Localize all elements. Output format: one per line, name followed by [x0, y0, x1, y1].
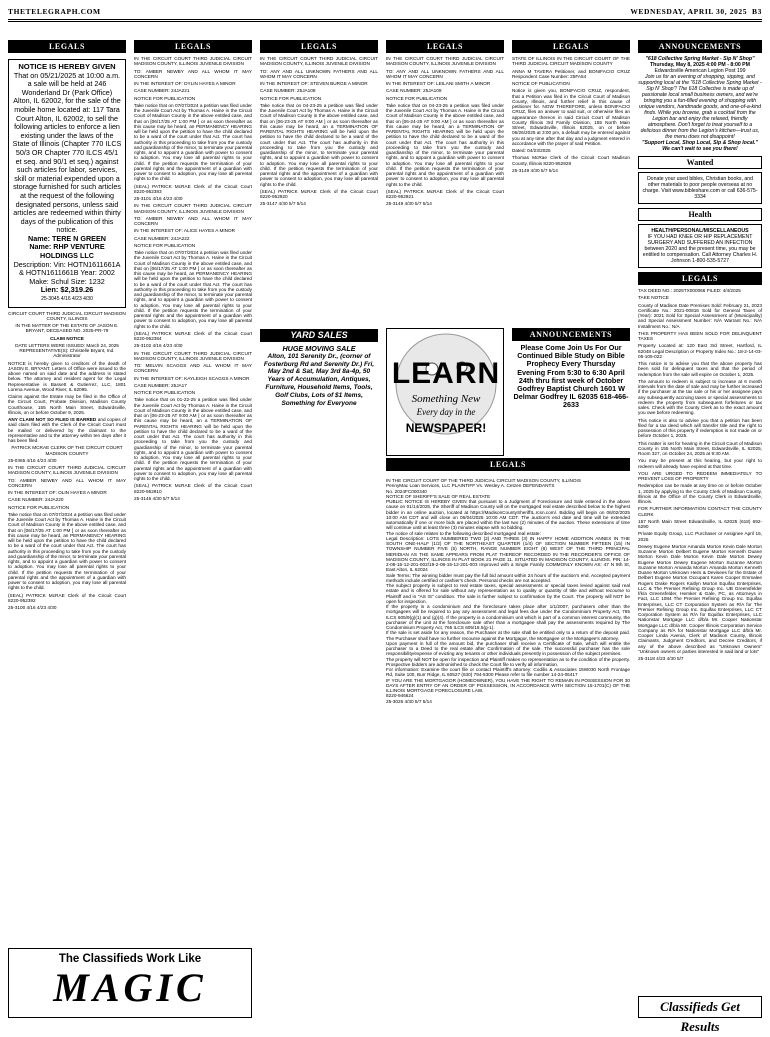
learn-line-3: NEWSPAPER!	[405, 421, 487, 435]
parties: PennyMac Loan Services, LLC PLAINTIFF Vs. Wesley A. Cetzen DEFENDANTS	[386, 483, 555, 489]
notice-body: The property will NOT be open for inspection and Plaintiff makes no representation as to the condition of the property. Prospective bidders are admonished to check the Court file to verify all information.	[386, 656, 630, 667]
court-heading: IN THE CIRCUIT COURT THIRD JUDICIAL CIRCUIT MADISON COUNTY, ILLINOIS JUVENILE DIVISION	[134, 203, 252, 214]
court-heading: STATE OF ILLINOIS IN THE CIRCUIT COURT OF THE THIRD JUDICIAL CIRCUIT MADISON COUNTY	[512, 56, 630, 67]
case-number: No. 2024FC000340	[386, 488, 427, 494]
issue-date: WEDNESDAY, APRIL 30, 2025 B3	[630, 7, 762, 16]
notice-body: Take notice that on 04-23-25 a petition was filed under the Juvenile Court Act by Thomas A. Haine in the Circuit Court of Madison County in the above entitled case, and that on [06-24-25 AT 9:00 AM ] or as soon thereafter as this cause may be heard, an a TERMINATION OF PARENTAL RIGHTS HEARING will be held upon the petition to have the child declared to be a ward of the court under that Act. The court has authority in this proceeding to take from you the custody and guardianship of the minor, to terminate your parental rights, and to appoint a guardian with power to consent to adoption. You may lose all parental rights to your child. If the petition requests the termination of your parental rights and the appointment of a guardian with power to consent to adoption, you may lose all parental rights to the child.	[386, 102, 504, 187]
tax-deed-number: TAX DEED NO.: 2025TX000066 FILED: 4/4/2025	[638, 288, 741, 293]
claim-notice-title: CLAIM NOTICE	[50, 335, 84, 341]
court-heading: IN THE CIRCUIT COURT THIRD JUDICIAL CIRCUIT MADISON COUNTY, ILLINOIS JUVENILE DIVISION	[8, 465, 126, 476]
health-body: IF YOU HAD KNEE OR HIP REPLACEMENT SURGERY AND SUFFERED AN INFECTION between 2020 and the present time, you may be entitled to compensation. Call Attorney Charles H. Johnson 1-800-535-5727	[642, 234, 758, 264]
claim-dates: DATE LETTERS WERE ISSUED: March 24, 2025 REPRESENTATIVE(S): Christelle Bryant, Ind. Administrator	[15, 342, 119, 359]
mortgagor-rights: IF YOU ARE THE MORTGAGOR (HOMEOWNER), YOU HAVE THE RIGHT TO REMAIN IN POSSESSION FOR 30 DAYS AFTER ENTRY OF AN ORDER OF POSSESSION, IN ACCORDANCE WITH SECTION 15-1701(C) OF THE ILLINOIS MORTGAGE FORECLOSURE LAW.	[386, 677, 630, 693]
notice-body: The subject property is subject to real estate taxes, special assessments or special taxes levied against said real estate and is offered for sale without any representation as to quality or quantity of title and without recourse to Plaintiff and in "AS IS" condition. The sale is further subject to confirmation by the Court. The property will NOT be open for inspection.	[386, 583, 630, 604]
notice-body: This notice is to advise you that the above property has been sold for delinquent taxes and that the period of redemption from the sale will expire on October 1, 2025.	[638, 361, 762, 377]
notice-body: PUBLIC NOTICE IS HEREBY GIVEN that pursuant to a Judgment of Foreclosure and Sale entered in the above cause on 01/14/2025, the Sheriff of Madison County will on the mortgaged real estate described below to the highest bidder in an online auction, located at https://MadisonCountySheriffIL.rcsn.com/. Bidding will begin on 06/02/2025 10:00 AM CDT and will close on 06/04/2025 10:00 AM CDT. The auction's end date and time will be extended automatically if one or more bids are placed within the last two (2) minutes of the auction. These extensions of time will continue until at least three (3) minutes elapse with no bidding.	[386, 499, 630, 531]
notice-interest: IN THE INTEREST OF: ALICE HAYES A MINOR	[134, 228, 236, 234]
notice-interest: IN THE INTEREST OF: STEVEN BURGE A MINOR	[260, 81, 368, 86]
bible-donation-ad: Donate your used bibles, Christian books, and other materials to poor people overseas at no charge. Visit www.bibleshare.com or call 636-575-3334	[638, 172, 762, 204]
run-dates: 25-3147 4/30 5/7 5/14	[260, 201, 306, 207]
reference-number: 8220-946624	[386, 693, 414, 699]
market-body: Join us for an evening of shopping, sipping, and supporting local at the "618 Collective Spring Market - Sip N' Shop"! The 618 Collective is made up of passionate local small business owners, and we're bringing you a fun-filled evening of shopping with unique vendors, handmade goods, and one-of-a-kind finds. While you browse, grab a cocktail from the Legion bar and enjoy the relaxed, friendly atmosphere. Don't forget to treat yourself to a delicious dinner from the Legion's kitchen—trust us, the menu does not disappoint!	[638, 74, 762, 140]
interested-parties: Dewey Eugene Morton Amanda Morton Kevin Dale Morton Suzanne Morton Delbert Eugene Morton Kenneth Duane Morton Kevin Dale Morton Kevin Dale Morton Dewey Eugene Morton Dewey Eugene Morton Suzanne Morton Suzanne Morton Amanda Morton Amanda Morton Kenneth Duane Morton Unknown Heirs & Devisees for the Estate of Delbert Eugene Morton Occupant Karen Cooper Emmalee Rogers Drake Rogers Kaitlyn Morton Equifax Enterprises, LLC & The Premier Refining Group Inc. UB Greensfelder f/k/a Greensfelder, Hemker & Gale, PC, as Attorneys in Fact, LLC 1084 The Premier Refining Group Inc. Equifax Enterprises, LLC CT Corporation System as R/A for The Premier Refining Group Inc. Equifax Enterprises, LLC CT Corporation System as R/A for Equifax Enterprises, LLC Nationstar Mortgage LLC d/b/a Mr. Cooper Nationstar Mortgage LLC d/b/a Mr. Cooper Illinois Corporation Service Company as R/A for Nationstar Mortgage LLC d/b/a Mr. Cooper Linda Avenia, Clerk of Madison County, Illinois Claimants, Judgment Creditors, and Decree Creditors, if any of the above described as "Unknown Owners" "Unknown owners or parties interested in said land or lots"	[638, 543, 762, 654]
court-heading: CIRCUIT COURT THIRD JUDICIAL CIRCUIT MADISON COUNTY, ILLINOIS	[8, 310, 126, 321]
notice-to: TO: ANY AND ALL UNKNOWN FATHERS AND ALL WHOM IT MAY CONCERN	[260, 68, 378, 79]
publication-title: NOTICE FOR PUBLICATION	[134, 242, 196, 248]
clerk-seal: (SEAL) PATRICK McRAE Clerk of the Circuit Court 8220-952392	[8, 592, 126, 603]
health-header: Health	[638, 208, 762, 221]
redeem-urged: YOU ARE URGED TO REDEEM IMMEDIATELY TO PREVENT LOSS OF PROPERTY	[638, 470, 762, 481]
notice-name-2: Name: RHP VENTURE HOLDINGS LLC	[29, 242, 105, 261]
spring-market-ad	[638, 56, 762, 152]
publication-title: NOTICE FOR PUBLICATION	[386, 95, 448, 101]
legal-description: Legal Description: LOTS NUMBERED TWO (2) AND THREE (3) IN HAPPY HOME ADDITION ANNEX IN THE SOUTH ONE-HALF (1/2) OF THE NORTHEAST QUARTER (1/4) OF SECTION NUMBER FIFTEEN (15) IN TOWNSHIP NUMBER FIVE (5) NORTH, RANGE NUMBER EIGHT (8) WEST OF THE THIRD PRINCIPAL MERIDIAN AS THE SAME APPEARS FROM PLAT THEREOF RECORDED IN THE RECORDER'S OFFICE OF MADISON COUNTY, ILLINOIS IN PLAT BOOK 21 PAGE 11. SITUATED IN MADISON COUNTY, ILLINOIS. PIN: 14-2-08-15-12-201-002/19-2-08-15-12-201-003 Improved with a Single Family COMMONLY KNOWN AS: 47 N 9th St, East Alton, IL 62024	[386, 535, 630, 573]
moving-sale-body: Alton, 101 Serenity Dr., (corner of Fosterburg Rd and Serenity Dr.) Fri, May 2nd & Sat, May 3rd 8a-4p, 50 Years of Accumulation, Antiques, Furniture, Household Items, Tools, Golf Clubs, Lots of $1 Items, Something for Everyone	[263, 352, 375, 407]
run-dates: 25-3045 4/16 4/23 4/30	[41, 296, 93, 303]
lien-amount: Lien: $2,319.26	[40, 285, 94, 295]
notice-body: Redemption can be made at any time on or before October 1, 2025 by applying to the County Clerk of Madison County, Illinois at the Office of the County Clerk in Edwardsville, Illinois.	[638, 483, 762, 504]
health-title: HEALTH/PERSONAL/MISCELLANEOUS	[651, 228, 749, 234]
legals-header: LEGALS	[386, 40, 504, 53]
clerk-seal: (SEAL) PATRICK McRAE Clerk of the Circuit Court 8220-952910	[134, 483, 252, 494]
parties: ANNA M TAVERA Petitioner, and BONIFACIO CRUZ Respondent Case Number: 25FA54	[512, 68, 630, 79]
court-heading: IN THE CIRCUIT COURT THIRD JUDICIAL CIRCUIT MADISON COUNTY, ILLINOIS JUVENILE DIVISION	[134, 350, 252, 361]
publication-title: NOTICE FOR PUBLICATION	[134, 95, 196, 101]
notice-body: This matter is set for hearing in the Circuit Court of Madison County in 155 North Main Street, Edwardsville, IL 62025, Room 327, on October 24, 2025 at 9:30 AM.	[638, 440, 762, 456]
notice-body: This notice is also to advise you that a petition has been filed for a tax deed which will transfer title and the right to possession of this property if redemption is not made on or before October 1, 2025.	[638, 417, 762, 439]
mobile-home-lien-notice	[8, 59, 126, 308]
sale-terms: Sale Terms: The winning bidder must pay the full bid amount within 24 hours of the auction's end. Accepted payment methods include certified or cashier's check. Personal checks are not accepted.	[386, 572, 630, 583]
legals-column-1	[8, 56, 126, 944]
delinquent-notice: THIS PROPERTY HAS BEEN SOLD FOR DELINQUENT TAXES	[638, 330, 762, 341]
claim-body: NOTICE is hereby given to creditors of the death of JASON E. BRYANT. Letters of Office were issued to the above named on said date and the address is stated below. The attorney and resident agent for the Legal Representative is Bassett & Gutierrez, LLC, 1801 Lorena Avenue, Wood River, IL 62095.	[8, 360, 126, 392]
learn-newspaper-ad	[386, 328, 504, 456]
claim-body-2: Claims against the Estate may be filed in the Office of the Circuit Court, Probate Division, Madison County Courthouse, 155 North Main Street, Edwardsville, Illinois, on or before October 9, 2025.	[8, 394, 126, 415]
run-dates: 25-3026 4/30 5/7 5/14	[386, 698, 432, 704]
clerk-signature: Thomas McRae Clerk of the Circuit Court Madison County, Illinois 8220-952928	[512, 155, 630, 166]
yard-sales-section	[260, 326, 378, 476]
notice-interest: IN THE INTEREST OF: DYLIN HAYES A MINOR	[134, 81, 236, 86]
run-dates: 25-3100 4/16 4/23 4/30	[8, 605, 57, 611]
notice-body: Notice is given you, BONIFACIO CRUZ, respondent, that a Petition was filed in the Circuit Court of Madison County, Illinois, and further relief in this cause of petitioner for. NOW THEREFORE, unless BONIFACIO CRUZ, files an answer to said suit, or otherwise files an appearance thereon in said Circuit Court of Madison County Illinois 3rd Family Division, 155 North Main Street, Edwardsville, Illinois 62025, on or before 06/26/2025 at 3:00 pm, a default may be entered against you at any time after that day and a judgment entered in accordance with the prayer of said Petition.	[512, 88, 630, 146]
notice-to: TO: AMBER NEWBY AND ALL WHOM IT MAY CONCERN	[134, 215, 252, 226]
legals-header: LEGALS	[386, 458, 630, 471]
legals-header: LEGALS	[134, 40, 252, 53]
claim-body-3: and copies of said claim filed with the Clerk of the Circuit Court must be mailed or delivered by the claimant to the representative and to the attorney within ten days after it has been filed.	[8, 417, 126, 444]
attorney-info: For information: Examine the court file or contact Plaintiff's attorney: Codilis & Associates 15W030 North Frontage Rd, Suite 100, Burr Ridge, IL 60527 (630) 794-5300 Please refer to file number 14-24-06417	[386, 667, 630, 678]
notice-body: That on 05/21/2025 at 10:00 a.m. a sale will be held at 246 Wonderland Dr (Park Office) Alton, IL 62002, for the sale of the mobile home located at: 117 Tara Court Alton, IL 62002, to sell the following articles to enforce a lien existing under the laws of the State of Illinois (Chapter 770 ILCS 50/3 OR Chapter 770 ILCS 45/1 et seq. and 90/1 et seq.) against such articles for labor, services, skill or material expended upon a storage furnished for such articles at the request of the following designated persons, unless said articles are redeemed within thirty days of the publication of this notice.	[12, 70, 122, 235]
learn-line-1: Something New	[411, 393, 481, 405]
notice-interest: IN THE INTEREST OF: OLIN HAYES A MINOR	[8, 490, 107, 496]
legals-header: LEGALS	[260, 40, 378, 53]
publication-title: NOTICE FOR PUBLICATION	[260, 95, 322, 101]
market-date: Thursday, May 8, 2025 4:00 PM - 8:00 PM	[650, 62, 750, 68]
notice-dated: Dated: 04/23/2025	[512, 148, 551, 153]
knee-hip-ad	[638, 224, 762, 268]
case-number: CASE NUMBER: 24JA221	[134, 88, 190, 94]
wanted-header: Wanted	[638, 156, 762, 169]
clerk-seal: (SEAL) PATRICK McRAE Clerk of the Circuit Court 8220-952383	[134, 183, 252, 194]
publication-title: NOTICE FOR PUBLICATION	[8, 504, 70, 510]
notice-to: TO: AMBER NEWBY AND ALL WHOM IT MAY CONCERN	[134, 68, 252, 79]
classifieds-tagline: The Classifieds Work Like	[58, 953, 202, 965]
property-location: Property Located at: 120 East 3rd Street, Hartford, IL 62048 Legal Description or Property Index No.: 18-2-14-03-05-105-022	[638, 343, 762, 359]
bible-study-section	[512, 324, 630, 469]
notice-to: TO: AMBER NEWBY AND ALL WHOM IT MAY CONCERN	[8, 477, 126, 488]
publication-title: NOTICE FOR PUBLICATION	[134, 390, 196, 395]
sheriff-sale-notice	[386, 478, 630, 1016]
estate-matter: IN THE MATTER OF THE ESTATE OF JASON E. BRYANT, DECEASED NO. 2025-PR-79	[15, 323, 119, 334]
market-title: "618 Collective Spring Market - Sip N' Shop"	[645, 56, 755, 62]
notice-body: Upon payment in full of the amount bid, the purchaser shall receive a Certificate of Sale, which will entitle the purchaser to a Deed to the real estate after Confirmation of the sale. The successful purchaser has the sole responsibility/expense of evicting any tenants or other individuals presently in possession of the subject premises.	[386, 640, 630, 657]
learn-line-2: Every day in the	[416, 407, 476, 417]
court-heading: IN THE CIRCUIT COURT THIRD JUDICIAL CIRCUIT MADISON COUNTY, ILLINOIS JUVENILE DIVISION	[134, 56, 252, 67]
case-number: CASE NUMBER: 25JA108	[260, 88, 316, 94]
right-column	[638, 56, 762, 992]
court-heading: IN THE CIRCUIT COURT THIRD JUDICIAL CIRCUIT MADISON COUNTY, ILLINOIS JUVENILE DIVISION	[260, 56, 378, 67]
notice-body: If the property is a condominium and the foreclosure takes place after 1/1/2007, purchasers other than the mortgagees will be required to pay any assessment and legal fees due under the Condominium Property Act, 765 ILCS 605/9(g)(1) and (g)(4). If the property is a condominium unit which is part of a common interest community, the purchaser of the unit at the foreclosure sale other than a mortgagee shall pay the assessments required by The Condominium Property Act, 765 ILCS 605/18.5(g-1).	[386, 604, 630, 630]
notice-body: The notice of sale relates to the following described mortgaged real estate:	[386, 530, 541, 536]
run-dates: 25-3101 4/16 4/23 4/30	[134, 196, 183, 201]
notice-to: TO: MELVIN SCAGGS AND ALL WHOM IT MAY CONCERN	[134, 363, 252, 374]
notice-body: Take notice that on 07/07/2024 a petition was filed under the Juvenile Court Act by Thomas A. Haine in the Circuit Court of Madison County in the above entitled case, and that on [06/17/25 AT 1:00 PM ] or as soon thereafter as this cause may be heard, an PERMANENCY HEARING will be held upon the petition to have the child declared to be a ward of the court under that Act. The court has authority in this proceeding to take from you the custody and guardianship of the minor, to terminate your parental rights, and to appoint a guardian with power to consent to adoption. You may lose all parental rights to your child. If the petition requests the termination of your parental rights and the appointment of a guardian with power to consent to adoption, you may lose all parental rights to the child.	[134, 250, 252, 329]
notice-body: Take notice that on 07/07/2024 a petition was filed under the Juvenile Court Act by Thomas A. Haine in the Circuit Court of Madison County in the above entitled case, and that on [06/17/25 AT 1:00 PM ] or as soon thereafter as this cause may be heard, an PERMANENCY HEARING will be held upon the petition to have the child declared to be a ward of the court under that Act. The court has authority in this proceeding to take from you the custody and guardianship of the minor, to terminate your parental rights, and to appoint a guardian with power to consent to adoption. You may lose all parental rights to your child. If the petition requests the termination of your parental rights and the appointment of a guardian with power to consent to adoption, you may lose all parental rights to the child.	[8, 511, 126, 591]
run-dates: 25-0365 4/16 4/23 4/30	[8, 457, 57, 463]
clerk-seal: (SEAL) PATRICK McRAE Clerk of the Circuit Court 8220-952384	[134, 330, 252, 341]
market-location: Edwardsville American Legion Post 199	[654, 68, 746, 74]
court-heading: IN THE CIRCUIT COURT OF THE THIRD JUDICIAL CIRCUIT MADISON COUNTY, ILLINOIS	[386, 478, 581, 483]
legals-column-4	[386, 40, 504, 324]
legals-header: LEGALS	[638, 272, 762, 285]
market-closing: "Support Local, Shop Local, Sip & Shop local." We can't wait to see you there!	[642, 140, 758, 152]
legals-header: LEGALS	[8, 40, 126, 53]
legals-column-2	[134, 56, 252, 944]
run-dates: 25-3118 4/23 4/30 5/7	[638, 656, 684, 661]
claim-signature: PATRICK MCRAE CLERK OF THE CIRCUIT COURT MADISON COUNTY	[11, 445, 123, 456]
notice-name: Name: TERE N GREEN	[28, 233, 106, 243]
notice-title: NOTICE OF SHERIFF'S SALE OF REAL ESTATE	[386, 493, 491, 499]
contact-clerk: FOR FURTHER INFORMATION CONTACT THE COUNTY CLERK	[638, 506, 762, 517]
clerk-address: 157 North Main Street Edwardsville, IL 62025 (618) 692-6290	[638, 518, 762, 529]
notice-body: You may be present at this hearing, but your right to redeem will already have expired at that time.	[638, 458, 762, 469]
case-number: CASE NUMBER: 24JA220	[8, 497, 64, 503]
notice-body: Take notice that on 01-22-25 a petition was filed under the Juvenile Court Act by Thomas A. Haine in the Circuit Court of Madison County in the above entitled case, and that on [06-23-25 AT 9:00 AM ] or as soon thereafter as this cause may be heard, an a TERMINATION OF PARENTAL RIGHTS HEARING will be held upon the petition to have the child declared to be a ward of the court under that Act. The court has authority in this proceeding to take from you the custody and guardianship of the minor, to terminate your parental rights, and to appoint a guardian with power to consent to adoption. You may lose all parental rights to your child. If the petition requests the termination of your parental rights and the appointment of a guardian with power to consent to adoption, you may lose all parental rights to the child.	[134, 397, 252, 481]
run-dates: 25-3102 4/16 4/23 4/30	[134, 343, 183, 349]
claim-bold: ANY CLAIM NOT SO FILED IS BARRED	[8, 417, 97, 423]
clerk-seal: (SEAL) PATRICK McRAE Clerk of the Circuit Court 8220-952920	[260, 188, 378, 199]
bible-study-ad: Please Come Join Us For Our Continued Bible Study on Bible Prophecy Every Thursday Evening From 5:30 to 6:30 April 24th thru first week of October Godfrey Baptist Church 1601 W Delmar Godfrey IL 62035 618-466-2633	[513, 343, 629, 410]
notice-interest: IN THE INTEREST OF: LEILANI SMITH A MINOR	[386, 81, 491, 86]
learn-title: LEARN	[391, 357, 501, 390]
announcements-header: ANNOUNCEMENTS	[512, 328, 630, 341]
case-number: CASE NUMBER: 25JA17	[134, 382, 187, 388]
run-dates: 25-3149 4/30 5/7 5/14	[386, 201, 432, 207]
court-heading: IN THE CIRCUIT COURT THIRD JUDICIAL CIRCUIT MADISON COUNTY, ILLINOIS JUVENILE DIVISION	[386, 56, 504, 67]
magic-word: MAGIC	[53, 965, 207, 1010]
notice-body: If the sale is set aside for any reason, the Purchaser at the sale shall be entitled only to a return of the deposit paid. The Purchaser shall have no further recourse against the Mortgagor, the Mortgagee or the Mortgagee's attorney.	[386, 630, 630, 641]
notice-body: The amount to redeem is subject to increase at 6 month intervals from the date of sale and may be further increased if the purchaser at the tax sale or his or her assignee pays any subsequently accruing taxes or special assessments to redeem the property from subsequent forfeitures or tax sales. Check with the County Clerk as to the exact amount you owe before redeeming.	[638, 378, 762, 416]
classifieds-magic-ad	[8, 948, 252, 1018]
clerk-seal: (SEAL) PATRICK McRAE Clerk of the Circuit Court 8220-952921	[386, 188, 504, 199]
notice-body: Take notice that on 07/07/2024 a petition was filed under the Juvenile Court Act by Thomas A. Haine in the Circuit Court of Madison County in the above entitled case, and that on [06/17/25 AT 1:00 PM ] or as soon thereafter as this cause may be heard, an PERMANENCY HEARING will be held upon the petition to have the child declared to be a ward of the court under that Act. The court has authority in this proceeding to take from you the custody and guardianship of the minor, to terminate your parental rights, and to appoint a guardian with power to consent to adoption. You may lose all parental rights to your child. If the petition requests the termination of your parental rights and the appointment of a guardian with power to consent to adoption, you may lose all parental rights to the child.	[134, 102, 252, 182]
notice-to: TO: ANY AND ALL UNKNOWN FATHERS AND ALL WHOM IT MAY CONCERN	[386, 68, 504, 79]
masthead	[8, 5, 762, 19]
site-name: THETELEGRAPH.COM	[8, 7, 101, 16]
case-number: CASE NUMBER: 25JA109	[386, 88, 442, 94]
case-number: CASE NUMBER: 24JA222	[134, 235, 190, 241]
classifieds-results-ad: Classifieds Get Results	[638, 996, 762, 1018]
legals-header: LEGALS	[512, 40, 630, 53]
notice-description: Description: Vin: HOTN1611661A & HOTN1611661B Year: 2002 Make: Schul Size: 1232	[13, 259, 121, 286]
moving-sale-title: HUGE MOVING SALE	[282, 344, 356, 353]
yard-sales-header: YARD SALES	[260, 329, 378, 342]
run-dates: 25-3149 4/30 5/7 5/14	[512, 167, 558, 173]
purchaser: Private Equity Group, LLC Purchaser or Assignee April 15, 2025	[638, 531, 762, 542]
publication-title: NOTICE OF PUBLICATION	[512, 81, 570, 86]
announcements-header: ANNOUNCEMENTS	[638, 40, 762, 53]
notice-interest: IN THE INTEREST OF: KAYLEIGH SCAGGS A MINOR	[134, 375, 250, 381]
notice-body: Take notice that on 04-23-25 a petition was filed under the Juvenile Court Act by Thomas A. Haine in the Circuit Court of Madison County in the above entitled case, and that on [06-23-25 AT 9:00 AM ] or as soon thereafter as this cause may be heard, an a TERMINATION OF PARENTAL RIGHTS HEARING will be held upon the petition to have the child declared to be a ward of the court under that Act. The court has authority in this proceeding to take from you the custody and guardianship of the minor, to terminate your parental rights, and to appoint a guardian with power to consent to adoption. You may lose all parental rights to your child. If the petition requests the termination of your parental rights and the appointment of a guardian with power to consent to adoption, you may lose all parental rights to the child.	[260, 102, 378, 187]
tax-sale-info: County of Madison Date Premises Sold: February 21, 2023 Certificate No.: 2021-00816 Sold for General Taxes of (Year): 2021 Sold for Special Assessment of (Municipality) and Special Assessment Number: N/A Warrant No.: N/A Installment No.: N/A	[638, 302, 762, 329]
run-dates: 25-3146 4/30 5/7 5/14	[134, 495, 180, 501]
moving-sale-ad	[260, 345, 378, 407]
notice-title: NOTICE IS HEREBY GIVEN	[18, 62, 116, 71]
take-notice: TAKE NOTICE	[638, 295, 669, 301]
